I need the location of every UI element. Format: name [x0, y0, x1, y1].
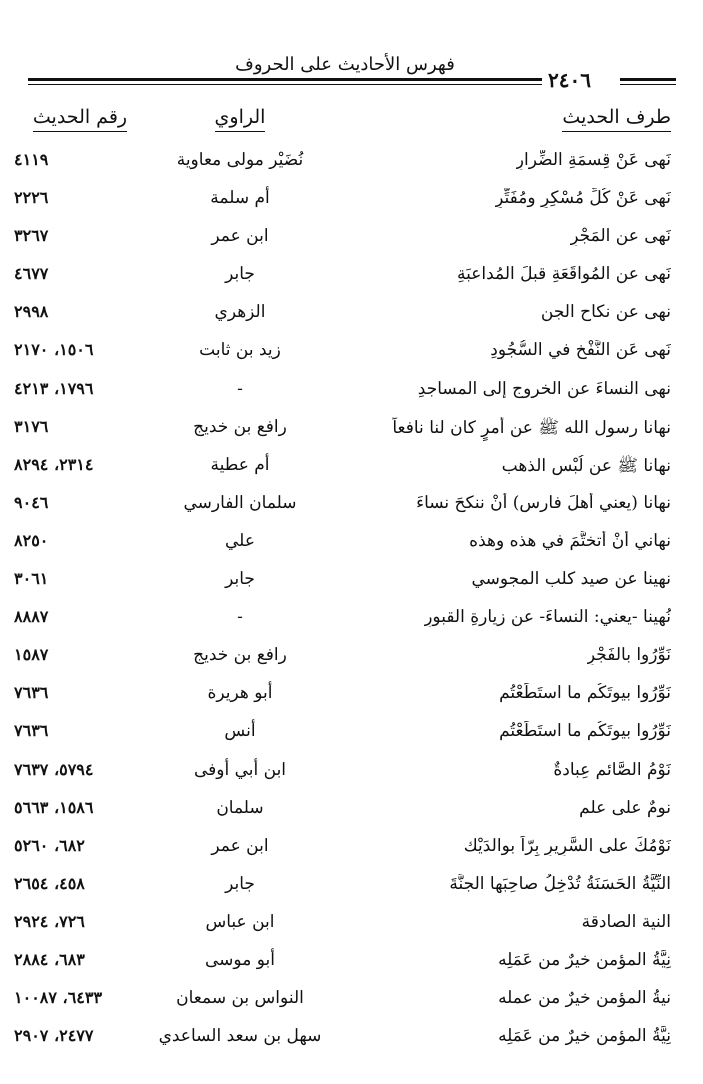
- table-row: [0, 599, 703, 637]
- narrator-name: -: [237, 607, 243, 628]
- hadith-text: نهاني أَنْ أتختَّمَ في هذه وهذه: [469, 530, 671, 551]
- narrator-name: علي: [225, 530, 255, 551]
- table-row: [0, 942, 703, 980]
- hadith-number: ١٥٨٦، ٥٦٦٣: [14, 797, 94, 817]
- table-row: [0, 752, 703, 790]
- table-row: [0, 409, 703, 447]
- narrator-name: أبو هريرة: [207, 683, 273, 704]
- hadith-number: ١٧٩٦، ٤٢١٣: [14, 378, 94, 398]
- column-header-hadith: طرف الحديث: [341, 106, 671, 138]
- hadith-text: نَوْمُكَ على السَّرِيرِ بِرّاً بوالدَيْك: [463, 835, 671, 856]
- narrator-name: الزهري: [214, 302, 266, 323]
- hadith-number: ٤١١٩: [14, 150, 49, 169]
- narrator-name: أبو موسى: [205, 949, 275, 970]
- hadith-text: نَوِّرُوا بيوتَكُم ما استَطَعْتُم: [499, 721, 671, 742]
- hadith-text: نَهى عَنْ كُلِّ مُسْكِرٍ ومُفَتِّرٍ: [495, 188, 671, 209]
- table-row: [0, 180, 703, 218]
- table-row: [0, 294, 703, 332]
- header-rule-thick: [28, 78, 542, 81]
- table-row: [0, 637, 703, 675]
- table-row: [0, 485, 703, 523]
- narrator-name: أم عطية: [210, 454, 270, 475]
- table-row: [0, 561, 703, 599]
- table-row: [0, 1018, 703, 1056]
- table-row: [0, 142, 703, 180]
- hadith-number: ٣٠٦١: [14, 569, 49, 589]
- table-row: [0, 218, 703, 256]
- table-row: [0, 828, 703, 866]
- hadith-text: نَهى عَنِ النَّفْخِ في السُّجُودِ: [490, 340, 671, 361]
- hadith-text: نَوْمُ الصَّائمِ عِبادةٌ: [553, 759, 671, 780]
- narrator-name: ابن عمر: [211, 835, 269, 856]
- narrator-name: رافع بن خديج: [193, 645, 287, 666]
- narrator-name: سهل بن سعد الساعدي: [158, 1026, 322, 1047]
- narrator-name: ابن عباس: [205, 911, 275, 932]
- hadith-text: نَهى عن المُواقَعَةِ قبلَ المُداعبَةِ: [456, 264, 671, 285]
- table-row: [0, 675, 703, 713]
- hadith-text: نَهى عَنْ قِسمَةِ الضِّرارِ: [515, 150, 671, 170]
- column-header-narrator: الراوي: [165, 106, 315, 138]
- hadith-text: نَوِّرُوا بيوتَكُم ما استَطَعْتُم: [499, 683, 671, 704]
- hadith-text: نِيَّةُ المؤمنِ خيرٌ من عَمَلِه: [498, 1026, 671, 1047]
- hadith-number: ٤٥٨، ٢٦٥٤: [14, 873, 85, 893]
- hadith-number: ٨٢٥٠: [14, 530, 49, 550]
- hadith-text: نيةُ المؤمنِ خيرٌ من عمله: [498, 988, 671, 1009]
- hadith-index-table: [0, 142, 703, 1056]
- hadith-number: ٧٦٣٦: [14, 721, 49, 741]
- narrator-name: أم سلمة: [210, 188, 270, 209]
- hadith-number: ١٥٠٦، ٢١٧٠: [14, 340, 94, 360]
- narrator-name: رافع بن خديج: [193, 416, 287, 437]
- narrator-name: أنس: [224, 721, 256, 742]
- hadith-text: نُهينا -يعني: النساءَ- عن زيارةِ القبورِ: [424, 607, 671, 628]
- page-header: [0, 48, 703, 92]
- hadith-text: النِّيَّةُ الحَسَنَةُ تُدْخِلُ صاحِبَها الجنَّةَ: [449, 873, 671, 894]
- hadith-number: ٧٢٦، ٢٩٢٤: [14, 911, 85, 931]
- hadith-number: ٣٢٦٧: [14, 226, 49, 246]
- hadith-number: ٢٩٩٨: [14, 302, 49, 322]
- narrator-name: -: [237, 378, 243, 399]
- hadith-number: ٩٠٤٦: [14, 492, 49, 512]
- table-row: [0, 371, 703, 409]
- table-row: [0, 713, 703, 751]
- hadith-number: ٧٦٣٦: [14, 683, 49, 703]
- narrator-name: زيد بن ثابت: [199, 340, 281, 361]
- hadith-number: ٢٢٢٦: [14, 188, 49, 208]
- narrator-name: جابر: [225, 569, 255, 590]
- table-row: [0, 447, 703, 485]
- narrator-name: نُضَيْر مولى معاوية: [176, 150, 304, 170]
- narrator-name: ابن عمر: [211, 226, 269, 247]
- hadith-number: ٣١٧٦: [14, 416, 49, 436]
- table-row: [0, 523, 703, 561]
- hadith-text: نهانا ﷺ عن لُبْس الذهب: [501, 455, 671, 476]
- header-rule-right-thick: [620, 78, 676, 81]
- hadith-number: ٤٦٧٧: [14, 264, 49, 284]
- hadith-number: ٨٨٨٧: [14, 607, 49, 627]
- hadith-text: نهى النساءَ عن الخروج إلى المساجدِ: [417, 378, 671, 399]
- narrator-name: النواس بن سمعان: [176, 988, 304, 1009]
- hadith-number: ٦٨٢، ٥٢٦٠: [14, 835, 85, 855]
- header-rule-thin: [28, 84, 542, 85]
- hadith-number: ٦٤٣٣، ١٠٠٨٧: [14, 988, 103, 1008]
- hadith-text: نهانا رسول الله ﷺ عن أمرٍ كان لنا نافعاً: [392, 417, 671, 438]
- hadith-text: نهينا عن صيد كلب المجوسي: [471, 569, 671, 590]
- hadith-number: ٥٧٩٤، ٧٦٣٧: [14, 759, 94, 779]
- hadith-text: نَوِّرُوا بالفَجْرِ: [586, 645, 671, 666]
- narrator-name: جابر: [225, 873, 255, 894]
- column-header-number: رقم الحديث: [20, 106, 140, 138]
- hadith-text: نَهى عن المَجْرِ: [570, 226, 671, 247]
- hadith-text: نهى عن نكاح الجن: [540, 302, 671, 323]
- narrator-name: ابن أبي أوفى: [193, 759, 287, 780]
- narrator-name: جابر: [225, 264, 255, 285]
- page-number: ٢٤٠٦: [548, 68, 591, 92]
- table-row: [0, 866, 703, 904]
- hadith-number: ١٥٨٧: [14, 645, 49, 665]
- header-rule-right-thin: [620, 84, 676, 85]
- hadith-text: نومٌ على علمٍ: [579, 797, 671, 818]
- page-title: فهرس الأحاديث على الحروف: [235, 54, 455, 75]
- table-row: [0, 980, 703, 1018]
- table-row: [0, 332, 703, 370]
- table-row: [0, 256, 703, 294]
- hadith-text: نِيَّةُ المؤمنِ خيرٌ من عَمَلِه: [498, 949, 671, 970]
- table-row: [0, 904, 703, 942]
- hadith-number: ٦٨٣، ٢٨٨٤: [14, 949, 85, 969]
- hadith-text: النية الصادقة: [581, 911, 671, 932]
- hadith-number: ٢٣١٤، ٨٢٩٤: [14, 454, 94, 474]
- table-row: [0, 790, 703, 828]
- hadith-text: نهانا (يعني أهلَ فارس) أَنْ ننكحَ نساءَ: [416, 492, 671, 513]
- narrator-name: سلمان الفارسي: [183, 492, 297, 513]
- narrator-name: سلمان: [216, 797, 264, 818]
- hadith-number: ٢٤٧٧، ٢٩٠٧: [14, 1026, 94, 1046]
